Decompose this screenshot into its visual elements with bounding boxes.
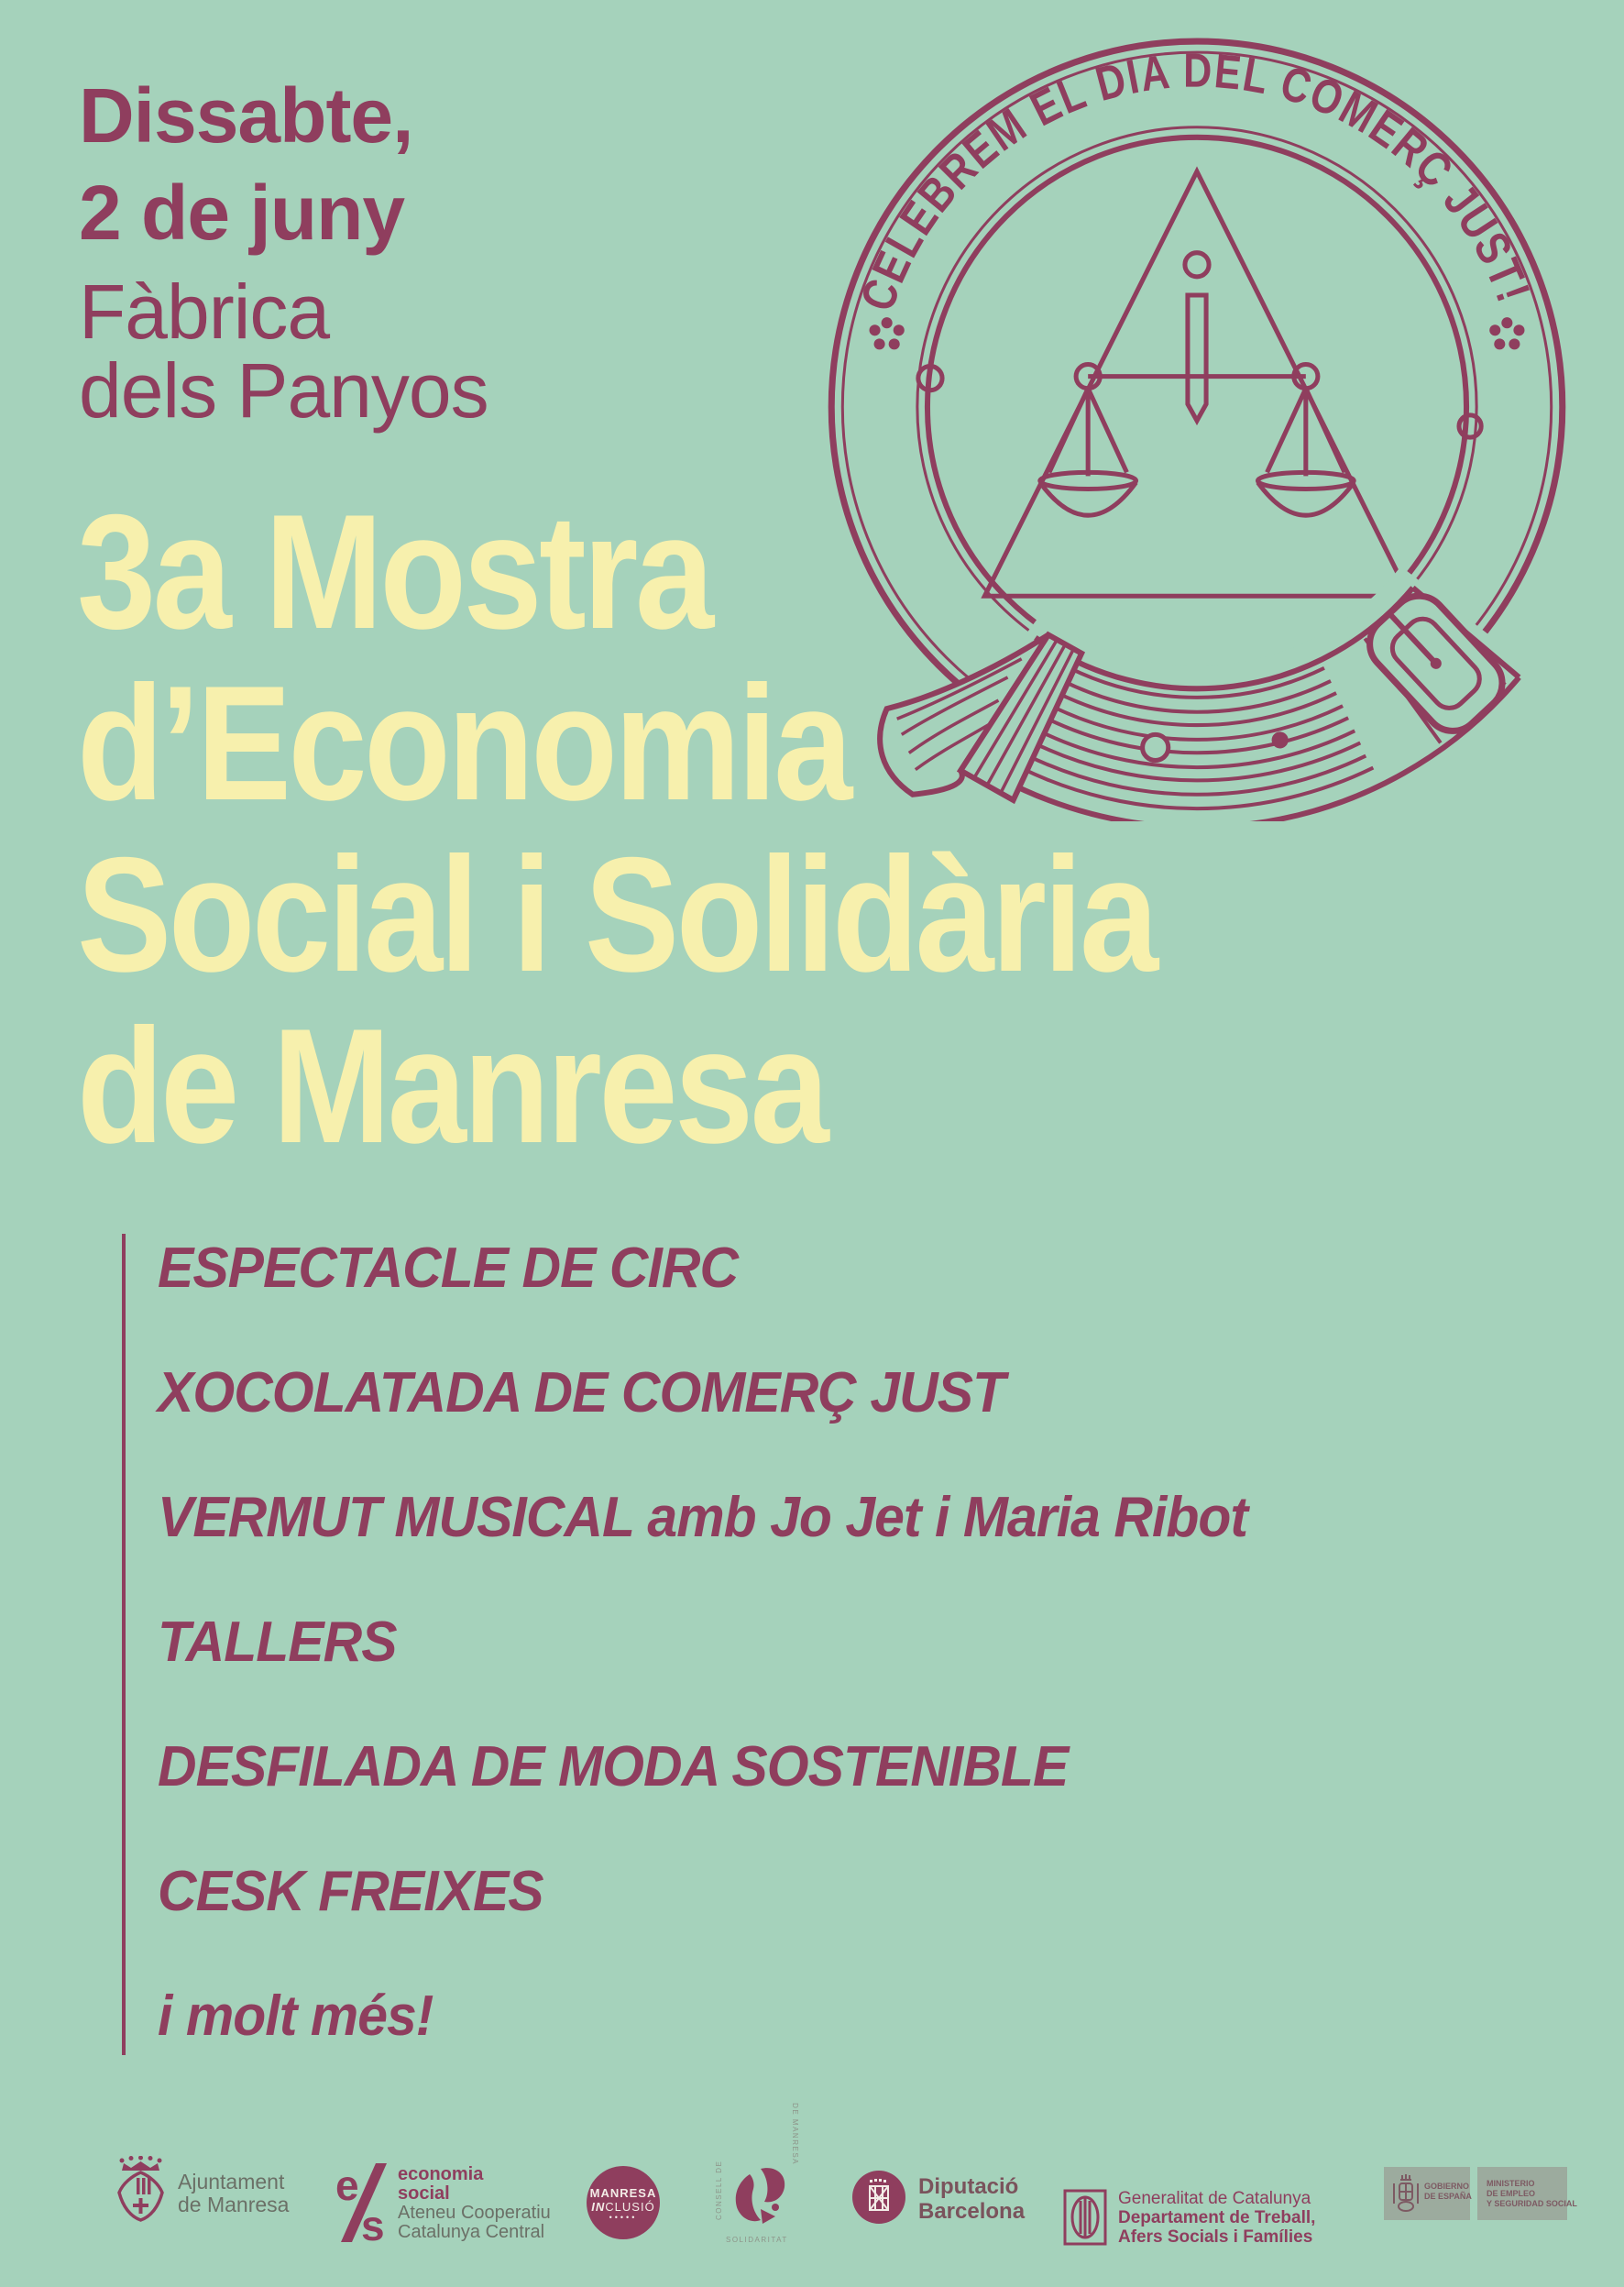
event-venue-line2: dels Panyos <box>79 347 488 434</box>
manresa-crest-icon <box>115 2156 167 2222</box>
logo-ajuntament-manresa <box>115 2156 289 2222</box>
ajuntament-label-line1: Ajuntament <box>178 2170 285 2194</box>
generalitat-label-line3: Afers Socials i Famílies <box>1118 2227 1313 2247</box>
title-line-4: de Manresa <box>77 995 827 1177</box>
fair-trade-seal-icon <box>828 31 1566 821</box>
program-item: XOCOLATADA DE COMERÇ JUST <box>158 1361 1005 1424</box>
title-line-3: Social i Solidària <box>77 823 1156 1006</box>
consell-caption-right: DE MANRESA <box>791 2103 799 2165</box>
seal-flower-left <box>870 317 905 349</box>
svg-text:e: e <box>335 2163 359 2209</box>
program-item: CESK FREIXES <box>158 1860 543 1923</box>
es-label-line3: Ateneu Cooperatiu <box>398 2203 551 2223</box>
consell-caption-bottom: SOLIDARITAT <box>726 2236 788 2244</box>
logo-diputacio-barcelona <box>852 2171 1025 2224</box>
event-venue-line1: Fàbrica <box>79 269 330 355</box>
program-item: ESPECTACLE DE CIRC <box>158 1237 739 1300</box>
program-item: i molt més! <box>158 1985 433 2048</box>
sponsor-logos <box>0 2103 1624 2273</box>
gobierno-line1: GOBIERNO <box>1424 2182 1470 2191</box>
ministerio-line1: MINISTERIO <box>1487 2179 1535 2188</box>
ministerio-line2: DE EMPLEO <box>1487 2189 1536 2198</box>
ministerio-box <box>1477 2167 1577 2220</box>
manresa-inclusio-rest: CLUSIÓ <box>605 2200 655 2214</box>
program-item: VERMUT MUSICAL amb Jo Jet i Maria Ribot <box>158 1486 1248 1549</box>
program-item: DESFILADA DE MODA SOSTENIBLE <box>158 1735 1069 1798</box>
logo-economia-social <box>335 2163 551 2242</box>
manresa-inclusio-line1: MANRESA <box>589 2186 657 2200</box>
manresa-inclusio-in: IN <box>591 2200 606 2214</box>
diputacio-label-line1: Diputació <box>918 2174 1019 2199</box>
diputacio-crest-icon <box>852 2171 905 2224</box>
seal-ring-text: CELEBREM EL DIA DEL COMERÇ JUST! <box>850 44 1542 318</box>
ministerio-line3: Y SEGURIDAD SOCIAL <box>1487 2199 1577 2208</box>
generalitat-label-line1: Generalitat de Catalunya <box>1118 2189 1311 2208</box>
logo-consell-solidaritat <box>715 2103 799 2244</box>
seal-flower-right <box>1489 317 1524 349</box>
program-divider-line <box>122 1234 126 2055</box>
spain-coat-of-arms-icon <box>1388 2172 1424 2215</box>
ajuntament-label-line2: de Manresa <box>178 2193 290 2216</box>
logo-generalitat <box>1063 2189 1315 2247</box>
consell-figure-icon <box>715 2160 796 2242</box>
gobierno-box <box>1384 2167 1470 2220</box>
title-line-2: d’Economia <box>77 652 850 834</box>
program-item: TALLERS <box>158 1611 397 1674</box>
economia-social-icon <box>335 2163 387 2242</box>
es-label-line1: economia <box>398 2164 484 2184</box>
title-line-1: 3a Mostra <box>77 480 711 663</box>
generalitat-label-line2: Departament de Treball, <box>1118 2208 1316 2227</box>
diputacio-label-line2: Barcelona <box>918 2199 1026 2224</box>
es-label-line2: social <box>398 2183 450 2204</box>
generalitat-crest-icon <box>1063 2189 1107 2246</box>
gobierno-line2: DE ESPAÑA <box>1424 2192 1472 2201</box>
logo-gobierno-espana <box>1384 2167 1577 2220</box>
manresa-inclusio-dots: ••••• <box>609 2213 638 2222</box>
svg-text:s: s <box>361 2202 385 2242</box>
consell-caption-left: CONSELL DE <box>715 2160 723 2220</box>
balance-scale-icon <box>984 171 1409 596</box>
es-label-line4: Catalunya Central <box>398 2222 545 2242</box>
logo-manresa-inclusio <box>587 2166 660 2239</box>
event-day: Dissabte, <box>79 72 413 159</box>
event-date: 2 de juny <box>79 170 405 256</box>
